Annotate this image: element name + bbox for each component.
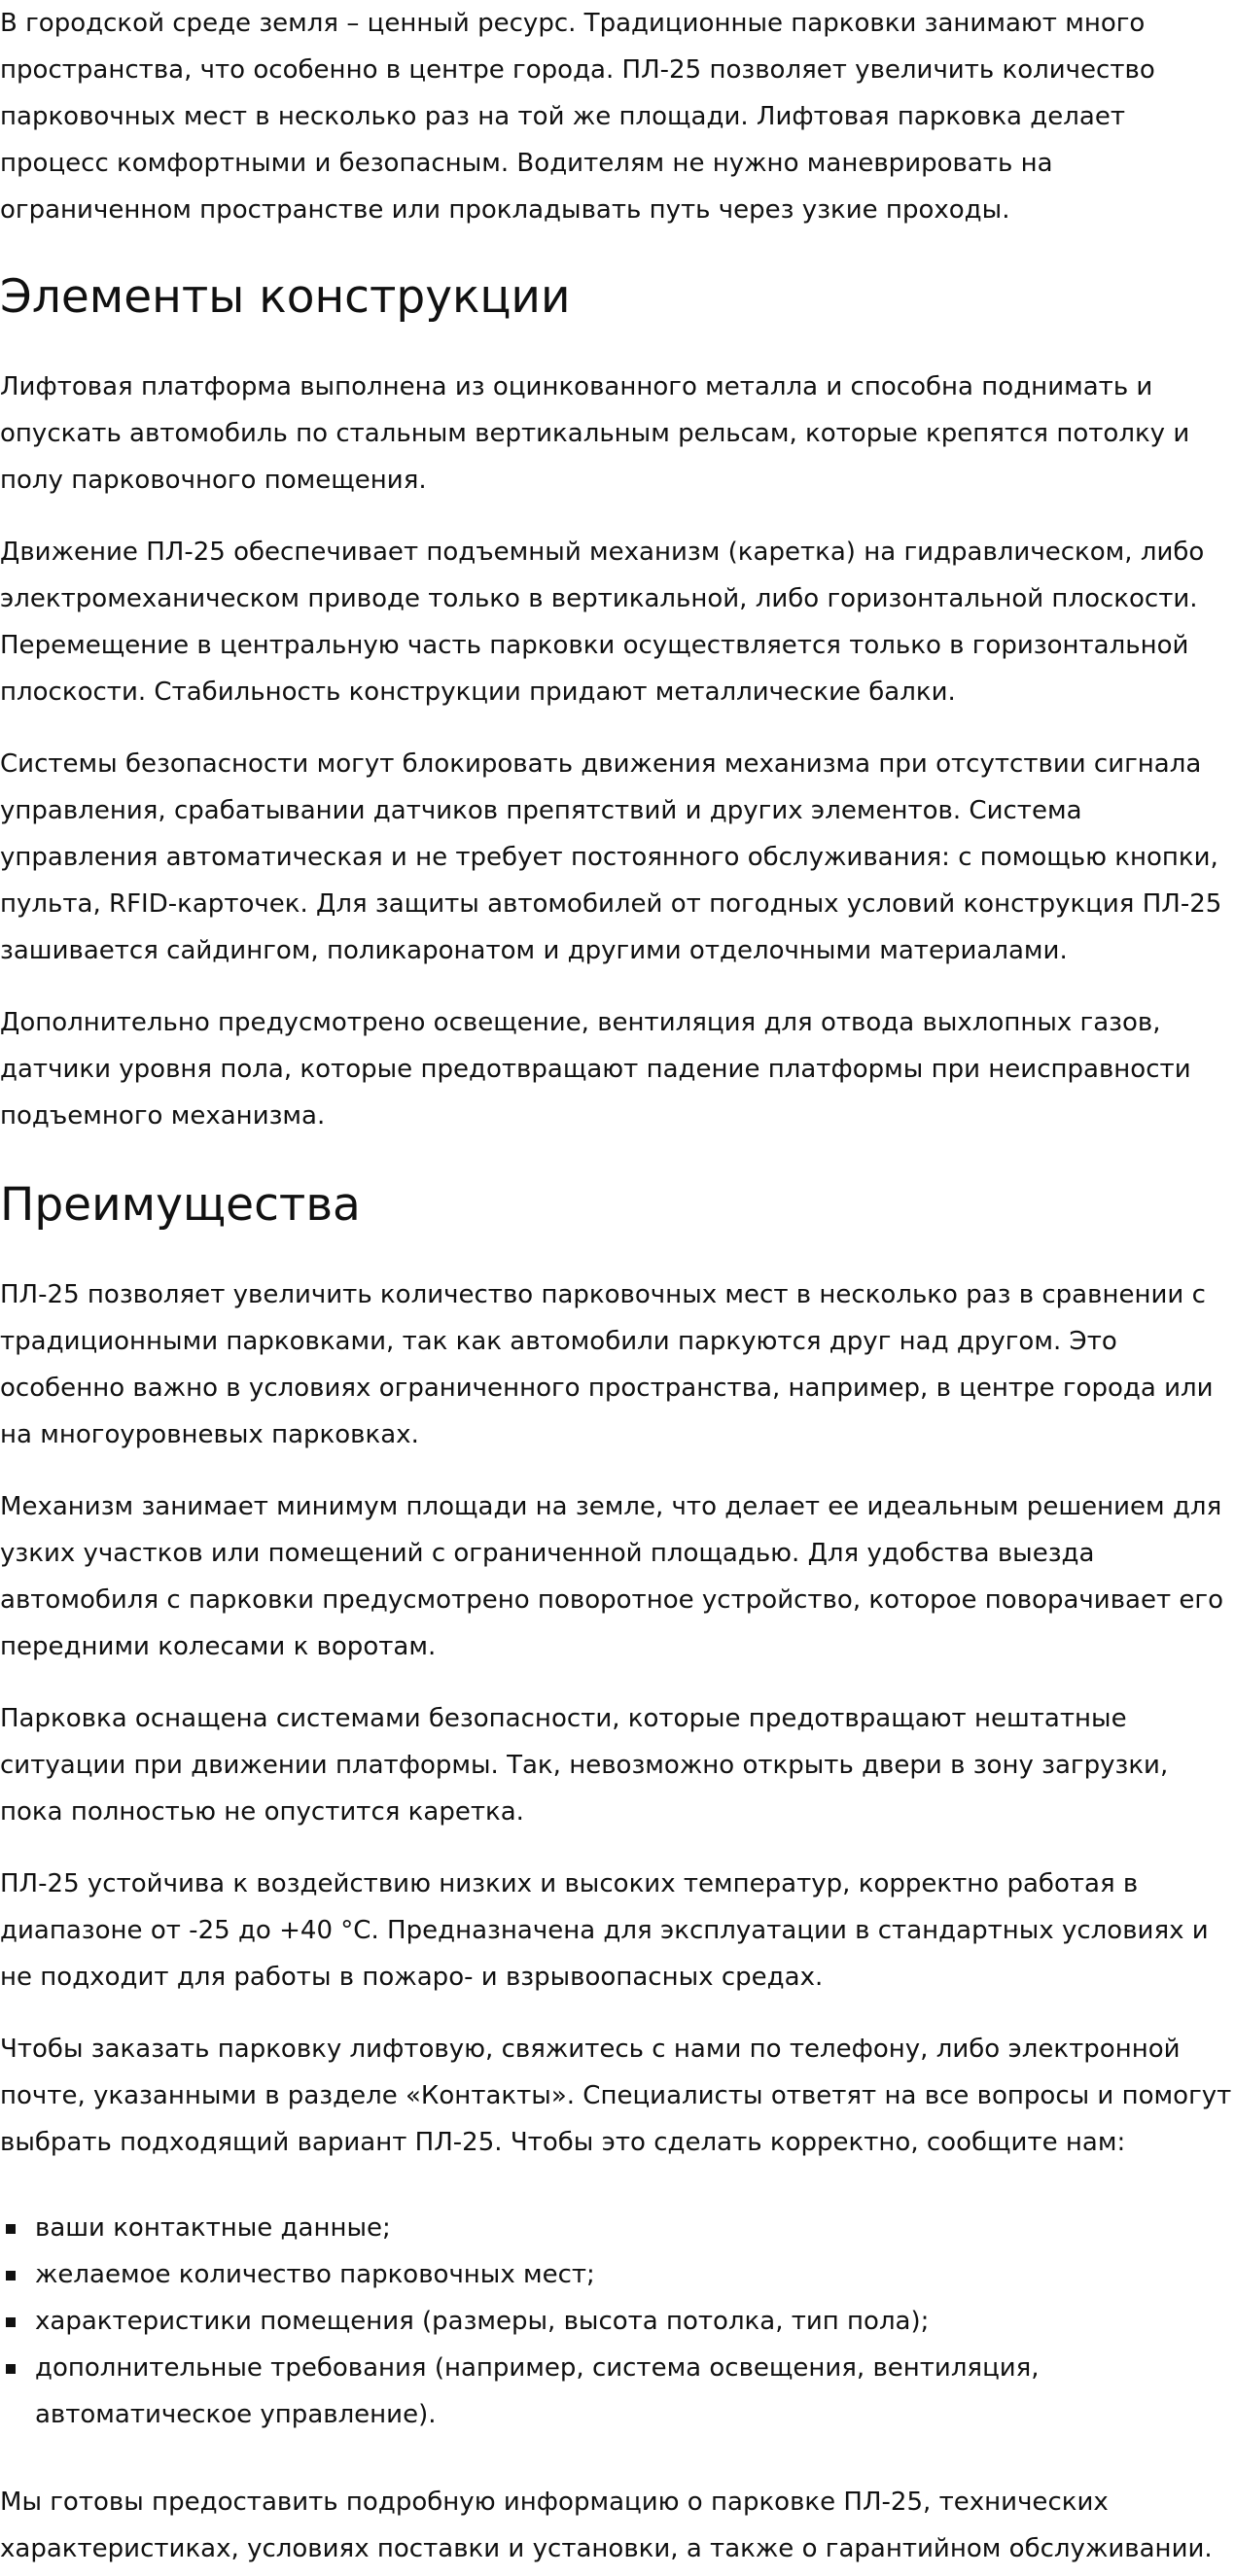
list-item-text: дополнительные требования (например, система освещения, вентиляция, автоматическое управление).	[35, 2353, 1040, 2429]
list-item	[0, 2205, 1235, 2251]
construction-paragraph-1: Лифтовая платформа выполнена из оцинкованного металла и способна поднимать и опускать автомобиль по стальным вертикальным рельсам, которые крепятся потолку и полу парковочного помещения.	[0, 372, 1190, 495]
advantages-paragraph-1: ПЛ-25 позволяет увеличить количество парковочных мест в несколько раз в сравнении с традиционными парковками, так как автомобили паркуются друг над другом. Это особенно важно в условиях ограниченного пространства, например, в центре города или на многоуровневых парковках.	[0, 1280, 1214, 1449]
list-item-text: ваши контактные данные;	[35, 2213, 391, 2243]
bullet-square-icon	[6, 2317, 16, 2327]
advantages-paragraph-2: Механизм занимает минимум площади на земле, что делает ее идеальным решением для узких участков или помещений с ограниченной площадью. Для удобства выезда автомобиля с парковки предусмотрено поворотное устройство, которое поворачивает его передними колесами к воротам.	[0, 1492, 1223, 1661]
intro-paragraph: В городской среде земля – ценный ресурс. Традиционные парковки занимают много пространства, что особенно в центре города. ПЛ-25 позволяет увеличить количество парковочных мест в несколько раз на той же площади. Лифтовая парковка делает процесс комфортными и безопасным. Водителям не нужно маневрировать на ограниченном пространстве или прокладывать путь через узкие проходы.	[0, 9, 1155, 225]
advantages-paragraph-4: ПЛ-25 устойчива к воздействию низких и высоких температур, корректно работая в диапазоне от -25 до +40 °С. Предназначена для эксплуатации в стандартных условиях и не подходит для работы в пожаро- и взрывоопасных средах.	[0, 1869, 1209, 1992]
requirements-list	[0, 2205, 1235, 2438]
list-item-text: характеристики помещения (размеры, высота потолка, тип пола);	[35, 2307, 930, 2336]
list-item	[0, 2345, 1235, 2438]
bullet-square-icon	[6, 2271, 16, 2280]
bullet-square-icon	[6, 2224, 16, 2234]
list-item	[0, 2251, 1235, 2298]
construction-heading: Элементы конструкции	[0, 270, 571, 324]
construction-paragraph-3: Системы безопасности могут блокировать движения механизма при отсутствии сигнала управления, срабатывании датчиков препятствий и других элементов. Система управления автоматическая и не требует постоянного обслуживания: с помощью кнопки, пульта, RFID-карточек. Для защиты автомобилей от погодных условий конструкция ПЛ-25 зашивается сайдингом, поликаронатом и другими отделочными материалами.	[0, 749, 1222, 965]
advantages-paragraph-3: Парковка оснащена системами безопасности, которые предотвращают нештатные ситуации при движении платформы. Так, невозможно открыть двери в зону загрузки, пока полностью не опустится каретка.	[0, 1704, 1169, 1827]
advantages-paragraph-5: Чтобы заказать парковку лифтовую, свяжитесь с нами по телефону, либо электронной почте, указанными в разделе «Контакты». Специалисты ответят на все вопросы и помогут выбрать подходящий вариант ПЛ-25. Чтобы это сделать корректно, сообщите нам:	[0, 2035, 1232, 2157]
closing-paragraph: Мы готовы предоставить подробную информацию о парковке ПЛ-25, технических характеристиках, условиях поставки и установки, а также о гарантийном обслуживании.	[0, 2488, 1213, 2563]
construction-paragraph-2: Движение ПЛ-25 обеспечивает подъемный механизм (каретка) на гидравлическом, либо электромеханическом приводе только в вертикальной, либо горизонтальной плоскости. Перемещение в центральную часть парковки осуществляется только в горизонтальной плоскости. Стабильность конструкции придают металлические балки.	[0, 538, 1205, 707]
bullet-square-icon	[6, 2364, 16, 2374]
list-item	[0, 2298, 1235, 2345]
advantages-heading: Преимущества	[0, 1178, 361, 1232]
construction-paragraph-4: Дополнительно предусмотрено освещение, вентиляция для отвода выхлопных газов, датчики уровня пола, которые предотвращают падение платформы при неисправности подъемного механизма.	[0, 1008, 1191, 1131]
list-item-text: желаемое количество парковочных мест;	[35, 2260, 595, 2289]
